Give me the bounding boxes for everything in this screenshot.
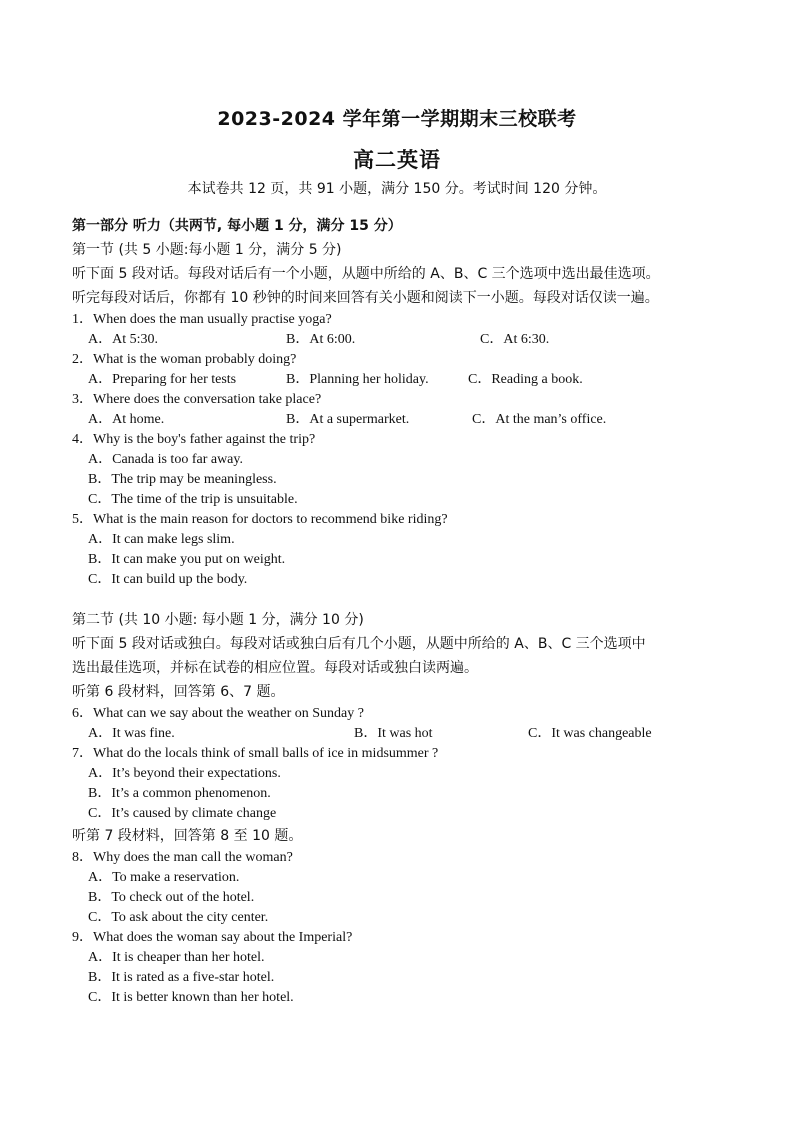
section1-instruction: 听下面 5 段对话。每段对话后有一个小题，从题中所给的 A、B、C 三个选项中选出最佳选项。	[72, 266, 660, 282]
question-2: 2．What is the woman probably doing?	[72, 352, 297, 367]
option-c: C．It’s caused by climate change	[88, 806, 277, 821]
option-c: C．It is better known than her hotel.	[88, 990, 294, 1005]
option-b: B．At a supermarket.	[286, 412, 410, 427]
section1-heading: 第一节 (共 5 小题:每小题 1 分，满分 5 分)	[72, 242, 342, 258]
exam-info: 本试卷共 12 页，共 91 小题，满分 150 分。考试时间 120 分钟。	[187, 181, 607, 197]
option-a: A．At 5:30.	[88, 332, 158, 347]
question-7: 7．What do the locals think of small balls of ice in midsummer ?	[72, 746, 439, 761]
option-a: A．To make a reservation.	[88, 870, 240, 885]
section2-instruction: 听下面 5 段对话或独白。每段对话或独白后有几个小题，从题中所给的 A、B、C 三个选项中	[72, 636, 646, 652]
section1-instruction: 听完每段对话后，你都有 10 秒钟的时间来回答有关小题和阅读下一小题。每段对话仅读一遍。	[72, 290, 659, 306]
exam-subject: 高二英语	[353, 148, 441, 172]
option-b: B．It can make you put on weight.	[88, 552, 286, 567]
material-6-heading: 听第 6 段材料，回答第 6、7 题。	[72, 684, 285, 700]
part1-heading: 第一部分 听力（共两节, 每小题 1 分，满分 15 分）	[72, 218, 402, 234]
option-b: B．Planning her holiday.	[286, 372, 429, 387]
option-b: B．It’s a common phenomenon.	[88, 786, 271, 801]
section2-heading: 第二节 (共 10 小题: 每小题 1 分，满分 10 分)	[72, 612, 364, 628]
option-c: C．At 6:30.	[480, 332, 550, 347]
question-3: 3．Where does the conversation take place?	[72, 392, 322, 407]
option-c: C．At the man’s office.	[472, 412, 607, 427]
question-8: 8．Why does the man call the woman?	[72, 850, 293, 865]
option-a: A．It’s beyond their expectations.	[88, 766, 281, 781]
option-b: B．To check out of the hotel.	[88, 890, 255, 905]
option-a: A．Preparing for her tests	[88, 372, 237, 387]
option-c: C．The time of the trip is unsuitable.	[88, 492, 298, 507]
option-c: C．Reading a book.	[468, 372, 583, 387]
option-c: C．To ask about the city center.	[88, 910, 269, 925]
question-6: 6．What can we say about the weather on Sunday ?	[72, 706, 364, 721]
option-b: B．At 6:00.	[286, 332, 356, 347]
option-a: A．It was fine.	[88, 726, 175, 741]
option-a: A．It is cheaper than her hotel.	[88, 950, 265, 965]
question-4: 4．Why is the boy's father against the trip?	[72, 432, 316, 447]
option-c: C．It can build up the body.	[88, 572, 248, 587]
question-2-options	[72, 370, 752, 390]
exam-title: 2023-2024 学年第一学期期末三校联考	[217, 108, 577, 130]
question-1: 1．When does the man usually practise yoga?	[72, 312, 332, 327]
material-7-heading: 听第 7 段材料，回答第 8 至 10 题。	[72, 828, 303, 844]
spacer	[72, 590, 752, 608]
question-5: 5．What is the main reason for doctors to recommend bike riding?	[72, 512, 448, 527]
option-a: A．It can make legs slim.	[88, 532, 235, 547]
option-c: C．It was changeable	[528, 726, 652, 741]
option-b: B．The trip may be meaningless.	[88, 472, 277, 487]
option-b: B．It was hot	[354, 726, 433, 741]
question-3-options	[72, 410, 752, 430]
question-9: 9．What does the woman say about the Imperial?	[72, 930, 353, 945]
section2-instruction: 选出最佳选项，并标在试卷的相应位置。每段对话或独白读两遍。	[72, 660, 478, 676]
question-1-options	[72, 330, 752, 350]
option-a: A．At home.	[88, 412, 165, 427]
option-a: A．Canada is too far away.	[88, 452, 243, 467]
exam-content	[72, 214, 752, 1008]
question-6-options	[72, 724, 752, 744]
option-b: B．It is rated as a five-star hotel.	[88, 970, 275, 985]
